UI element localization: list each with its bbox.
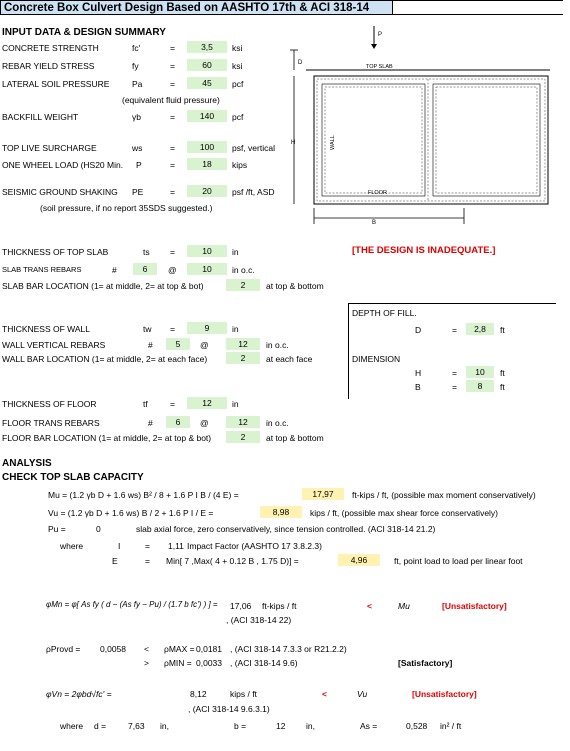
i-value: 1,11 <box>168 541 184 551</box>
ws-unit: psf, vertical <box>232 143 275 153</box>
geometry-divider <box>348 303 556 304</box>
diagram-d-label: D <box>298 60 303 66</box>
p-unit: kips <box>232 160 248 170</box>
b-width-symbol: b = <box>234 721 247 731</box>
analysis-header: ANALYSIS <box>2 458 52 469</box>
d-unit: in, <box>160 721 169 731</box>
mu-equation: Mu = (1.2 γb D + 1.6 ws) B² / 8 + 1.6 P I B / (4 E) = <box>48 490 239 500</box>
b-width-value: 12 <box>276 721 286 731</box>
slab-reb-label: SLAB TRANS REBARS <box>2 265 82 274</box>
hash: # <box>112 265 117 275</box>
floor-loc-note: at top & bottom <box>266 433 324 443</box>
depth-symbol: D <box>415 325 422 335</box>
d-value: 7,63 <box>128 721 145 731</box>
fc-input[interactable]: 3,5 <box>187 41 227 53</box>
pe-label: SEISMIC GROUND SHAKING <box>2 187 118 197</box>
geometry-left-border <box>348 303 349 399</box>
slab-reb-no-input[interactable]: 6 <box>133 263 157 275</box>
e-note: ft, point load to load per linear foot <box>394 556 523 566</box>
equals: = <box>170 187 175 197</box>
pu-value: 0 <box>96 524 101 534</box>
b-input[interactable]: 8 <box>466 380 494 392</box>
pe-symbol: PE <box>132 187 144 197</box>
title-bar-extension <box>393 0 563 15</box>
as-value: 0,528 <box>406 721 428 731</box>
depth-unit: ft <box>500 325 505 335</box>
ws-input[interactable]: 100 <box>187 141 227 153</box>
fc-symbol: fc' <box>132 43 141 53</box>
ws-symbol: ws <box>132 143 143 153</box>
pa-symbol: Pa <box>132 79 143 89</box>
design-status: [THE DESIGN IS INADEQUATE.] <box>352 245 496 256</box>
pa-unit: pcf <box>232 79 244 89</box>
depth-label: DEPTH OF FILL. <box>352 308 417 318</box>
phivn-ref: , (ACI 318-14 9.6.3.1) <box>188 704 270 714</box>
equals: = <box>170 143 175 153</box>
fy-symbol: fy <box>132 61 139 71</box>
depth-input[interactable]: 2,8 <box>466 323 494 335</box>
diagram-top-slab-label: TOP SLAB <box>366 64 393 70</box>
rho-min-ref: , (ACI 318-14 9.6) <box>230 658 298 668</box>
phivn-equation: φVn = 2φbd√fc' = <box>46 689 112 699</box>
wall-thk-label: THICKNESS OF WALL <box>2 324 91 334</box>
rho-max-ref: , (ACI 318-14 7.3.3 or R21.2.2) <box>230 644 347 654</box>
wall-loc-note: at each face <box>266 354 313 364</box>
b-width-unit: in, <box>306 721 315 731</box>
p-input[interactable]: 18 <box>187 158 227 170</box>
pa-label: LATERAL SOIL PRESSURE <box>2 79 110 89</box>
equals: = <box>170 399 175 409</box>
b-symbol: B <box>415 382 421 392</box>
diagram-wall-label: WALL <box>330 135 336 150</box>
hash: # <box>148 340 153 350</box>
gb-input[interactable]: 140 <box>187 110 227 122</box>
floor-reb-label: FLOOR TRANS REBARS <box>2 418 100 428</box>
rho-prov-value: 0,0058 <box>100 644 126 654</box>
floor-thk-input[interactable]: 12 <box>187 397 227 409</box>
pa-input[interactable]: 45 <box>187 77 227 89</box>
p-label: ONE WHEEL LOAD (HS20 Min. <box>2 160 124 170</box>
fy-unit: ksi <box>232 61 243 71</box>
culvert-section-diagram <box>288 24 558 232</box>
rho-min-value: 0,0033 <box>196 658 222 668</box>
phimn-value: 17,06 <box>230 601 252 611</box>
fy-input[interactable]: 60 <box>187 59 227 71</box>
vu-compare: Vu <box>357 689 368 699</box>
rho-max-symbol: ρMAX = <box>164 644 195 654</box>
where-label: where <box>60 721 84 731</box>
slab-reb-unit: in o.c. <box>232 265 255 275</box>
wall-thk-unit: in <box>232 324 239 334</box>
phivn-value: 8,12 <box>190 689 207 699</box>
wall-reb-unit: in o.c. <box>266 340 289 350</box>
pa-note: (equivalent fluid pressure) <box>122 95 220 105</box>
lt-symbol: < <box>322 689 327 699</box>
floor-thk-label: THICKNESS OF FLOOR <box>2 399 97 409</box>
rho-max-value: 0,0181 <box>196 644 222 654</box>
pe-input[interactable]: 20 <box>187 185 227 197</box>
fc-unit: ksi <box>232 43 243 53</box>
equals: = <box>452 368 457 378</box>
hash: # <box>148 418 153 428</box>
rho-prov-symbol: ρProvd = <box>46 644 81 654</box>
pu-note: slab axial force, zero conservatively, since tension controlled. (ACI 318-14 21.2) <box>136 524 436 534</box>
wall-loc-label: WALL BAR LOCATION (1= at middle, 2= at each face) <box>2 354 208 364</box>
dimension-label: DIMENSION <box>352 354 401 364</box>
wall-reb-label: WALL VERTICAL REBARS <box>2 340 106 350</box>
wall-reb-no-input[interactable]: 5 <box>166 338 190 350</box>
sat-reinforcement: [Satisfactory] <box>398 658 453 668</box>
pu-symbol: Pu = <box>48 524 66 534</box>
mu-compare: Mu <box>398 601 410 611</box>
equals: = <box>452 382 457 392</box>
wall-reb-sp-input[interactable]: 12 <box>226 338 260 350</box>
gb-label: BACKFILL WEIGHT <box>2 112 79 122</box>
lt-symbol: < <box>367 601 372 611</box>
ws-label: TOP LIVE SURCHARGE <box>2 143 97 153</box>
at: @ <box>200 418 209 428</box>
equals: = <box>170 43 175 53</box>
h-input[interactable]: 10 <box>466 366 494 378</box>
pe-note: (soil pressure, if no report 35SDS suggested.) <box>40 203 213 213</box>
where-label: where <box>60 541 84 551</box>
slab-reb-sp-input[interactable]: 10 <box>187 263 227 275</box>
at: @ <box>168 265 177 275</box>
slab-thk-input[interactable]: 10 <box>187 245 227 257</box>
as-symbol: As = <box>360 721 378 731</box>
e-symbol: E <box>112 556 118 566</box>
diagram-floor-label: FLOOR <box>368 190 387 196</box>
as-unit: in² / ft <box>440 721 462 731</box>
h-unit: ft <box>500 368 505 378</box>
phimn-unit: ft-kips / ft <box>262 601 297 611</box>
equals: = <box>145 556 150 566</box>
slab-thk-label: THICKNESS OF TOP SLAB <box>2 247 109 257</box>
phivn-unit: kips / ft <box>230 689 257 699</box>
slab-thk-symbol: ts <box>143 247 150 257</box>
i-note: Impact Factor (AASHTO 17 3.8.2.3) <box>187 541 322 551</box>
vu-note: kips / ft, (possible max shear force conservatively) <box>310 508 499 518</box>
slab-loc-note: at top & bottom <box>266 281 324 291</box>
fy-label: REBAR YIELD STRESS <box>2 61 95 71</box>
vu-equation: Vu = (1.2 γb D + 1.6 ws) B / 2 + 1.6 P I / E = <box>48 508 214 518</box>
i-symbol: I <box>118 541 121 551</box>
equals: = <box>170 112 175 122</box>
wall-loc-input[interactable]: 2 <box>226 352 260 364</box>
wall-thk-symbol: tw <box>143 324 152 334</box>
pe-unit: psf /ft, ASD <box>232 187 275 197</box>
floor-thk-unit: in <box>232 399 239 409</box>
equals: = <box>145 541 150 551</box>
equals: = <box>170 79 175 89</box>
phimn-ref: , (ACI 318-14 22) <box>226 615 292 625</box>
e-value: 4,96 <box>338 554 380 566</box>
wall-thk-input[interactable]: 9 <box>187 322 227 334</box>
equals: = <box>170 247 175 257</box>
at: @ <box>200 340 209 350</box>
floor-reb-sp-input[interactable]: 12 <box>226 416 260 428</box>
gb-unit: pcf <box>232 112 244 122</box>
fc-label: CONCRETE STRENGTH <box>2 43 99 53</box>
slab-loc-label: SLAB BAR LOCATION (1= at middle, 2= at top & bot) <box>2 281 204 291</box>
unsat-shear: [Unsatisfactory] <box>412 689 477 699</box>
b-unit: ft <box>500 382 505 392</box>
p-symbol: P <box>136 160 142 170</box>
mu-note: ft-kips / ft, (possible max moment conservatively) <box>352 490 536 500</box>
floor-loc-label: FLOOR BAR LOCATION (1= at middle, 2= at top & bot) <box>2 433 212 443</box>
phimn-equation: φMn = φ[ As fy ( d − (As fy − Pu) / (1.7 b fc') ) ] = <box>46 600 218 609</box>
gt-symbol: > <box>144 658 149 668</box>
equals: = <box>170 160 175 170</box>
floor-reb-unit: in o.c. <box>266 418 289 428</box>
d-symbol: d = <box>94 721 107 731</box>
check-header: CHECK TOP SLAB CAPACITY <box>2 472 144 483</box>
diagram-h-label: H <box>291 140 296 146</box>
slab-loc-input[interactable]: 2 <box>226 279 260 291</box>
e-equation: Min[ 7 ,Max( 4 + 0.12 B , 1.75 D)] = <box>166 556 299 566</box>
h-symbol: H <box>415 368 422 378</box>
diagram-b-label: B <box>372 220 377 226</box>
unsat-moment: [Unsatisfactory] <box>442 601 507 611</box>
gb-symbol: γb <box>132 112 141 122</box>
lt-symbol: < <box>144 644 149 654</box>
vu-value: 8,98 <box>260 506 302 518</box>
input-section-header: INPUT DATA & DESIGN SUMMARY <box>2 27 166 38</box>
equals: = <box>452 325 457 335</box>
equals: = <box>170 61 175 71</box>
mu-value: 17,97 <box>302 488 344 500</box>
slab-thk-unit: in <box>232 247 239 257</box>
equals: = <box>170 324 175 334</box>
page-title: Concrete Box Culvert Design Based on AASHTO 17th & ACI 318-14 <box>0 0 393 15</box>
floor-thk-symbol: tf <box>143 399 148 409</box>
floor-reb-no-input[interactable]: 6 <box>166 416 190 428</box>
rho-min-symbol: ρMIN = <box>164 658 192 668</box>
diagram-p-label: P <box>378 32 383 38</box>
floor-loc-input[interactable]: 2 <box>226 431 260 443</box>
